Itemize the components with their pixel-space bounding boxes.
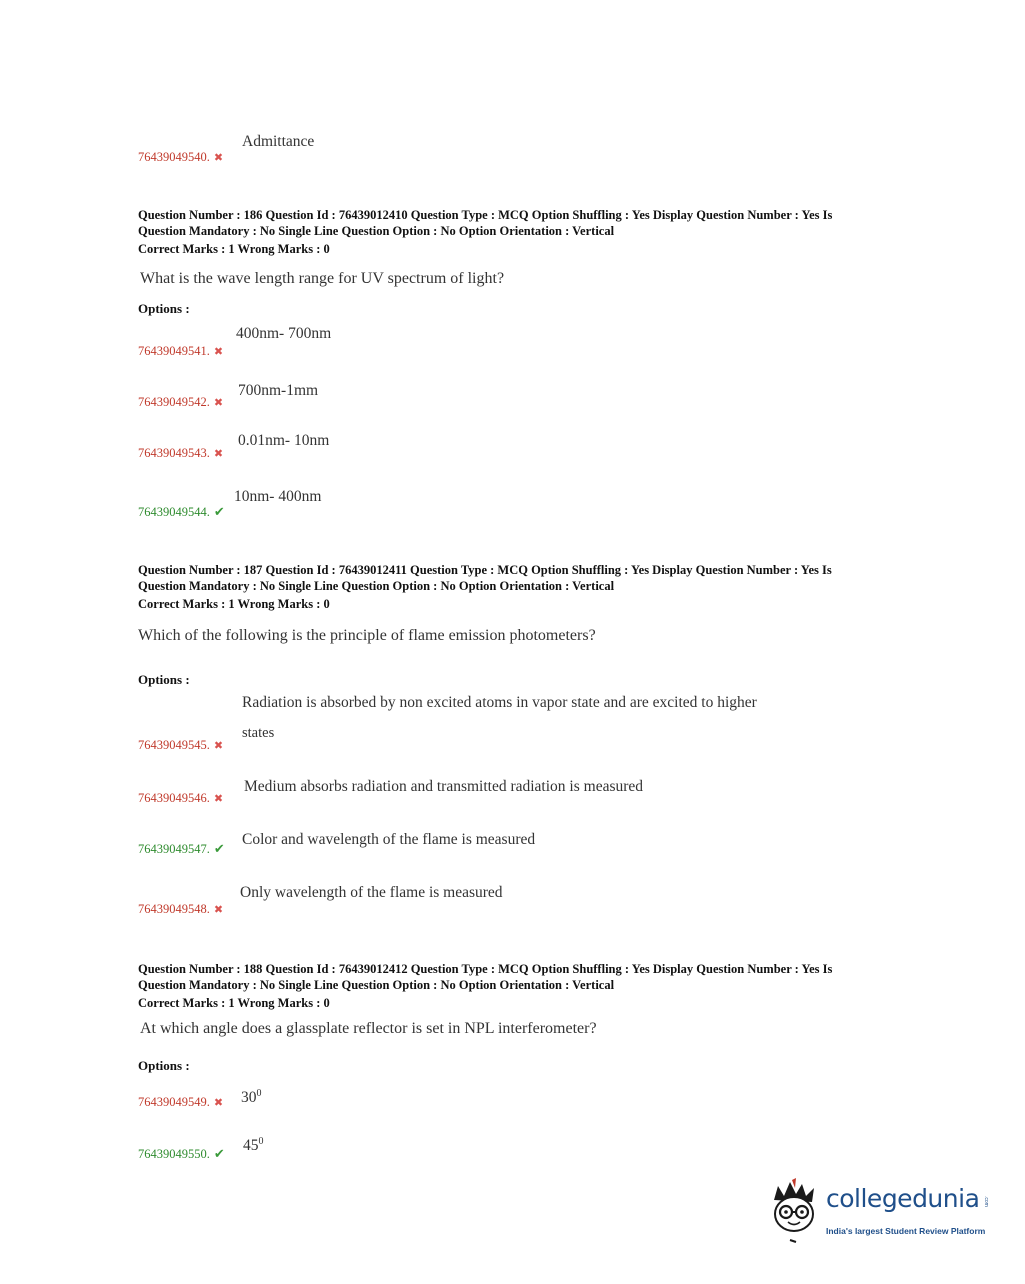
option-id-text: 76439049543. bbox=[138, 446, 210, 460]
option-id bbox=[138, 504, 225, 520]
option-text bbox=[241, 1088, 262, 1107]
option-id-text: 76439049546. bbox=[138, 791, 210, 805]
option-id-text: 76439049544. bbox=[138, 505, 210, 519]
option-id-text: 76439049540. bbox=[138, 150, 210, 164]
option-id-text: 76439049549. bbox=[138, 1095, 210, 1109]
logo-wordmark: collegedunia bbox=[826, 1184, 980, 1213]
option-text: Color and wavelength of the flame is measured bbox=[242, 831, 536, 848]
collegedunia-logo bbox=[768, 1178, 1008, 1248]
option-id-text: 76439049550. bbox=[138, 1147, 210, 1161]
cross-icon: ✖ bbox=[213, 346, 224, 358]
option-id bbox=[138, 841, 225, 857]
check-icon: ✔ bbox=[213, 841, 225, 856]
cross-icon: ✖ bbox=[213, 740, 224, 752]
logo-tagline: India's largest Student Review Platform bbox=[826, 1226, 986, 1236]
option-id-text: 76439049545. bbox=[138, 738, 210, 752]
options-label: Options : bbox=[138, 672, 190, 687]
option-text: 400nm- 700nm bbox=[236, 325, 332, 342]
option-id bbox=[138, 1095, 223, 1110]
question-text: At which angle does a glassplate reflector is set in NPL interferometer? bbox=[140, 1020, 597, 1037]
options-label: Options : bbox=[138, 301, 190, 316]
option-id bbox=[138, 791, 223, 806]
cross-icon: ✖ bbox=[213, 152, 224, 164]
meta-line-1: Question Number : 186 Question Id : 76439012410 Question Type : MCQ Option Shuffling : Yes Display Question Number : Yes Is bbox=[138, 208, 833, 222]
option-id bbox=[138, 395, 223, 410]
option-id-text: 76439049548. bbox=[138, 902, 210, 916]
option-id-text: 76439049547. bbox=[138, 842, 210, 856]
meta-line-1: Question Number : 188 Question Id : 76439012412 Question Type : MCQ Option Shuffling : Yes Display Question Number : Yes Is bbox=[138, 962, 833, 976]
option-id bbox=[138, 738, 223, 753]
option-id bbox=[138, 1146, 225, 1162]
option-text: Only wavelength of the flame is measured bbox=[240, 884, 503, 901]
mascot-icon bbox=[768, 1178, 826, 1248]
meta-line-3: Correct Marks : 1 Wrong Marks : 0 bbox=[138, 597, 330, 611]
angle-value: 45 bbox=[243, 1137, 259, 1155]
option-text: 0.01nm- 10nm bbox=[238, 432, 330, 449]
meta-line-3: Correct Marks : 1 Wrong Marks : 0 bbox=[138, 242, 330, 256]
meta-line-2: Question Mandatory : No Single Line Question Option : No Option Orientation : Vertical bbox=[138, 224, 615, 238]
question-text: What is the wave length range for UV spectrum of light? bbox=[140, 270, 505, 287]
degree-superscript: 0 bbox=[258, 1136, 264, 1147]
option-id bbox=[138, 902, 223, 917]
cross-icon: ✖ bbox=[213, 397, 224, 409]
check-icon: ✔ bbox=[213, 504, 225, 519]
meta-line-2: Question Mandatory : No Single Line Question Option : No Option Orientation : Vertical bbox=[138, 978, 615, 992]
cross-icon: ✖ bbox=[213, 904, 224, 916]
option-text bbox=[243, 1136, 264, 1155]
cross-icon: ✖ bbox=[213, 793, 224, 805]
options-label: Options : bbox=[138, 1058, 190, 1073]
meta-line-3: Correct Marks : 1 Wrong Marks : 0 bbox=[138, 996, 330, 1010]
option-text: 700nm-1mm bbox=[238, 382, 319, 399]
question-meta bbox=[138, 562, 898, 612]
angle-value: 30 bbox=[241, 1089, 257, 1107]
meta-line-2: Question Mandatory : No Single Line Question Option : No Option Orientation : Vertical bbox=[138, 579, 615, 593]
check-icon: ✔ bbox=[213, 1146, 225, 1161]
option-text: 10nm- 400nm bbox=[234, 488, 322, 505]
option-text-line-1: Radiation is absorbed by non excited atoms in vapor state and are excited to higher bbox=[242, 694, 757, 711]
option-id bbox=[138, 344, 223, 359]
option-id bbox=[138, 150, 223, 165]
option-text-line-2: states bbox=[242, 725, 275, 741]
question-text: Which of the following is the principle of flame emission photometers? bbox=[138, 627, 596, 644]
option-text: Medium absorbs radiation and transmitted radiation is measured bbox=[244, 778, 644, 795]
cross-icon: ✖ bbox=[213, 1097, 224, 1109]
option-text: Admittance bbox=[242, 133, 315, 150]
degree-superscript: 0 bbox=[256, 1088, 262, 1099]
question-meta bbox=[138, 961, 898, 1011]
cross-icon: ✖ bbox=[213, 448, 224, 460]
option-id-text: 76439049541. bbox=[138, 344, 210, 358]
meta-line-1: Question Number : 187 Question Id : 76439012411 Question Type : MCQ Option Shuffling : Yes Display Question Number : Yes Is bbox=[138, 563, 832, 577]
option-id bbox=[138, 446, 223, 461]
question-meta bbox=[138, 207, 898, 257]
logo-suffix: .com bbox=[983, 1196, 989, 1207]
option-id-text: 76439049542. bbox=[138, 395, 210, 409]
